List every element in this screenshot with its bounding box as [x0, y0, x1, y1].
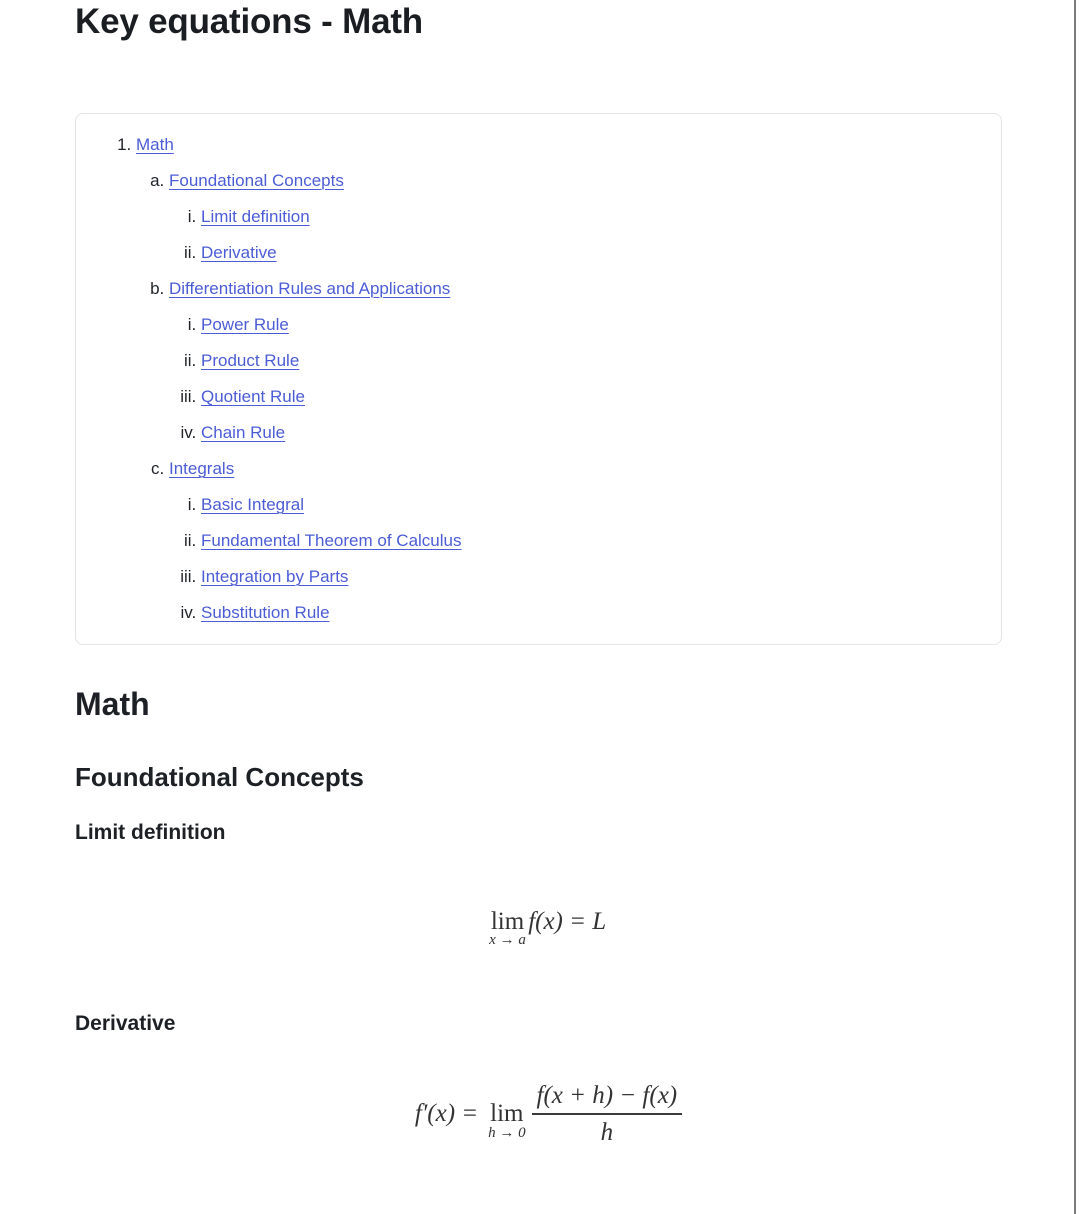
section-heading-foundational-concepts: Foundational Concepts: [75, 762, 364, 792]
section-heading-math: Math: [75, 686, 150, 722]
lim-operator: lim: [490, 908, 525, 935]
limit-equation: [75, 900, 1002, 956]
toc-item: [169, 451, 977, 631]
toc-item: [201, 487, 977, 523]
toc-item: [201, 343, 977, 379]
fraction-denominator: h: [600, 1119, 614, 1146]
toc-link-fundamental-theorem-of-calculus[interactable]: Fundamental Theorem of Calculus: [201, 531, 462, 550]
toc-link-power-rule[interactable]: Power Rule: [201, 315, 289, 334]
toc-link-limit-definition[interactable]: Limit definition: [201, 207, 310, 226]
toc-link-math[interactable]: Math: [136, 135, 174, 154]
toc-list-level-2: [136, 163, 977, 631]
fraction: [532, 1079, 683, 1149]
lim-subscript: h → 0: [488, 1125, 526, 1141]
lim-subscript: x → a: [489, 932, 526, 948]
toc-link-product-rule[interactable]: Product Rule: [201, 351, 300, 370]
section-heading-derivative: Derivative: [75, 1012, 176, 1035]
toc-link-integration-by-parts[interactable]: Integration by Parts: [201, 567, 349, 586]
toc-item: [201, 559, 977, 595]
toc-item: [201, 595, 977, 631]
toc-link-derivative[interactable]: Derivative: [201, 243, 277, 262]
toc-item: [201, 523, 977, 559]
lim-operator: lim: [490, 1100, 524, 1127]
page-title: Key equations - Math: [75, 2, 423, 41]
document-content: [75, 0, 1002, 1149]
toc-link-foundational-concepts[interactable]: Foundational Concepts: [169, 171, 344, 190]
toc-link-basic-integral[interactable]: Basic Integral: [201, 495, 304, 514]
toc-list-level-1: [100, 127, 977, 631]
toc-link-substitution-rule[interactable]: Substitution Rule: [201, 603, 330, 622]
section-heading-limit-definition: Limit definition: [75, 821, 226, 844]
limit-operator-block: [489, 906, 526, 948]
toc-list-level-3: [169, 487, 977, 631]
toc-item: [201, 415, 977, 451]
toc-item: [201, 307, 977, 343]
toc-link-quotient-rule[interactable]: Quotient Rule: [201, 387, 305, 406]
equation-lhs: f′(x) =: [414, 1100, 479, 1127]
toc-item: [169, 271, 977, 451]
toc-item: [201, 235, 977, 271]
derivative-equation: [75, 1079, 1002, 1149]
fraction-numerator: f(x + h) − f(x): [532, 1079, 683, 1115]
limit-operator-block: [488, 1097, 526, 1141]
toc-list-level-3: [169, 307, 977, 451]
toc-link-integrals[interactable]: Integrals: [169, 459, 235, 478]
equation-body: f(x) = L: [528, 908, 607, 935]
toc-item: [169, 163, 977, 271]
toc-list-level-3: [169, 199, 977, 271]
toc-item: [201, 379, 977, 415]
toc-link-differentiation-rules[interactable]: Differentiation Rules and Applications: [169, 279, 451, 298]
window-edge-divider: [1074, 0, 1076, 1214]
toc-item: [136, 127, 977, 631]
toc-item: [201, 199, 977, 235]
table-of-contents: [75, 113, 1002, 645]
toc-link-chain-rule[interactable]: Chain Rule: [201, 423, 286, 442]
